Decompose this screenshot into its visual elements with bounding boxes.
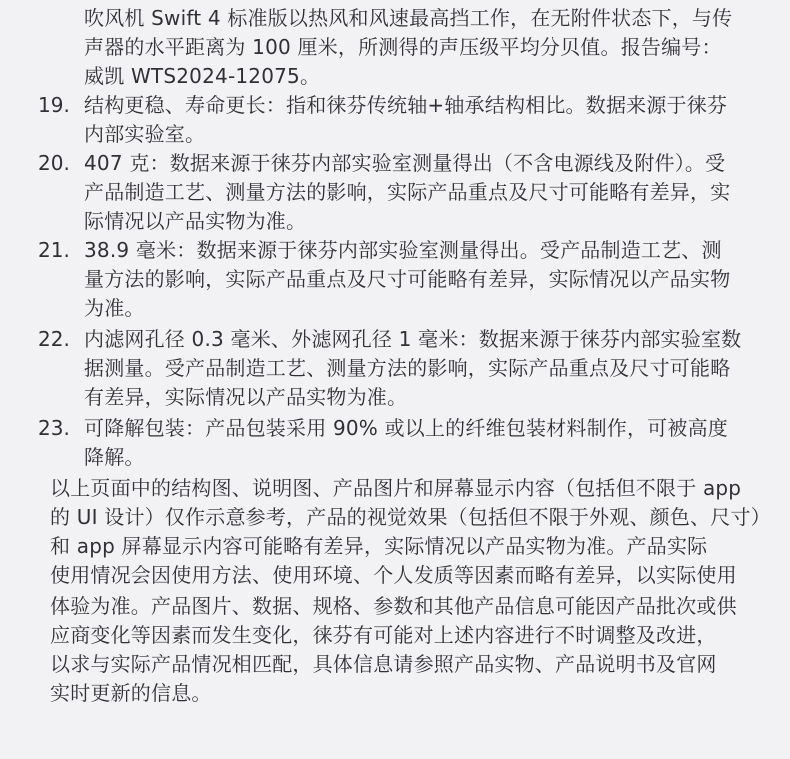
footnote-21-number: 21. bbox=[38, 238, 70, 262]
footnote-21-line-2: 量方法的影响，实际产品重点及尺寸可能略有差异，实际情况以产品实物 bbox=[84, 267, 731, 291]
footnote-20-line-3: 际情况以产品实物为准。 bbox=[84, 209, 307, 233]
footnote-22-line-2: 据测量。受产品制造工艺、测量方法的影响，实际产品重点及尺寸可能略 bbox=[84, 356, 731, 380]
footnote-18-line-2: 声器的水平距离为 100 厘米，所测得的声压级平均分贝值。报告编号： bbox=[84, 35, 722, 59]
disclaimer-line-4: 使用情况会因使用方法、使用环境、个人发质等因素而略有差异，以实际使用 bbox=[50, 563, 737, 587]
footnote-20-line-2: 产品制造工艺、测量方法的影响，实际产品重点及尺寸可能略有差异，实 bbox=[84, 180, 731, 204]
footnote-21-line-3: 为准。 bbox=[84, 296, 145, 320]
disclaimer-line-5: 体验为准。产品图片、数据、规格、参数和其他产品信息可能因产品批次或供 bbox=[50, 594, 737, 618]
footnote-19-line-2: 内部实验室。 bbox=[84, 122, 206, 146]
disclaimer-line-6: 应商变化等因素而发生变化，徕芬有可能对上述内容进行不时调整及改进， bbox=[50, 623, 717, 647]
footnote-20-line-1: 407 克：数据来源于徕芬内部实验室测量得出（不含电源线及附件）。受 bbox=[84, 151, 726, 175]
footnote-20-number: 20. bbox=[38, 151, 70, 175]
footnote-23-line-2: 降解。 bbox=[84, 445, 145, 469]
footnote-19-line-1: 结构更稳、寿命更长：指和徕芬传统轴+轴承结构相比。数据来源于徕芬 bbox=[84, 93, 728, 117]
disclaimer-line-7: 以求与实际产品情况相匹配，具体信息请参照产品实物、产品说明书及官网 bbox=[50, 652, 717, 676]
footnote-22-number: 22. bbox=[38, 327, 70, 351]
disclaimer-line-3: 和 app 屏幕显示内容可能略有差异，实际情况以产品实物为准。产品实际 bbox=[50, 534, 708, 558]
footnote-18-line-3: 威凯 WTS2024-12075。 bbox=[84, 64, 321, 88]
disclaimer-line-2: 的 UI 设计）仅作示意参考，产品的视觉效果（包括但不限于外观、颜色、尺寸） bbox=[50, 505, 771, 529]
disclaimer-line-1: 以上页面中的结构图、说明图、产品图片和屏幕显示内容（包括但不限于 app bbox=[50, 476, 742, 500]
footnote-19-number: 19. bbox=[38, 93, 70, 117]
footnote-21-line-1: 38.9 毫米：数据来源于徕芬内部实验室测量得出。受产品制造工艺、测 bbox=[84, 238, 722, 262]
disclaimer-line-8: 实时更新的信息。 bbox=[50, 681, 212, 705]
footnote-22-line-1: 内滤网孔径 0.3 毫米、外滤网孔径 1 毫米：数据来源于徕芬内部实验室数 bbox=[84, 327, 742, 351]
footnote-18-line-1: 吹风机 Swift 4 标准版以热风和风速最高挡工作，在无附件状态下，与传 bbox=[84, 6, 733, 30]
footnote-22-line-3: 有差异，实际情况以产品实物为准。 bbox=[84, 385, 408, 409]
footnote-23-number: 23. bbox=[38, 416, 70, 440]
footnote-23-line-1: 可降解包装：产品包装采用 90% 或以上的纤维包装材料制作，可被高度 bbox=[84, 416, 728, 440]
